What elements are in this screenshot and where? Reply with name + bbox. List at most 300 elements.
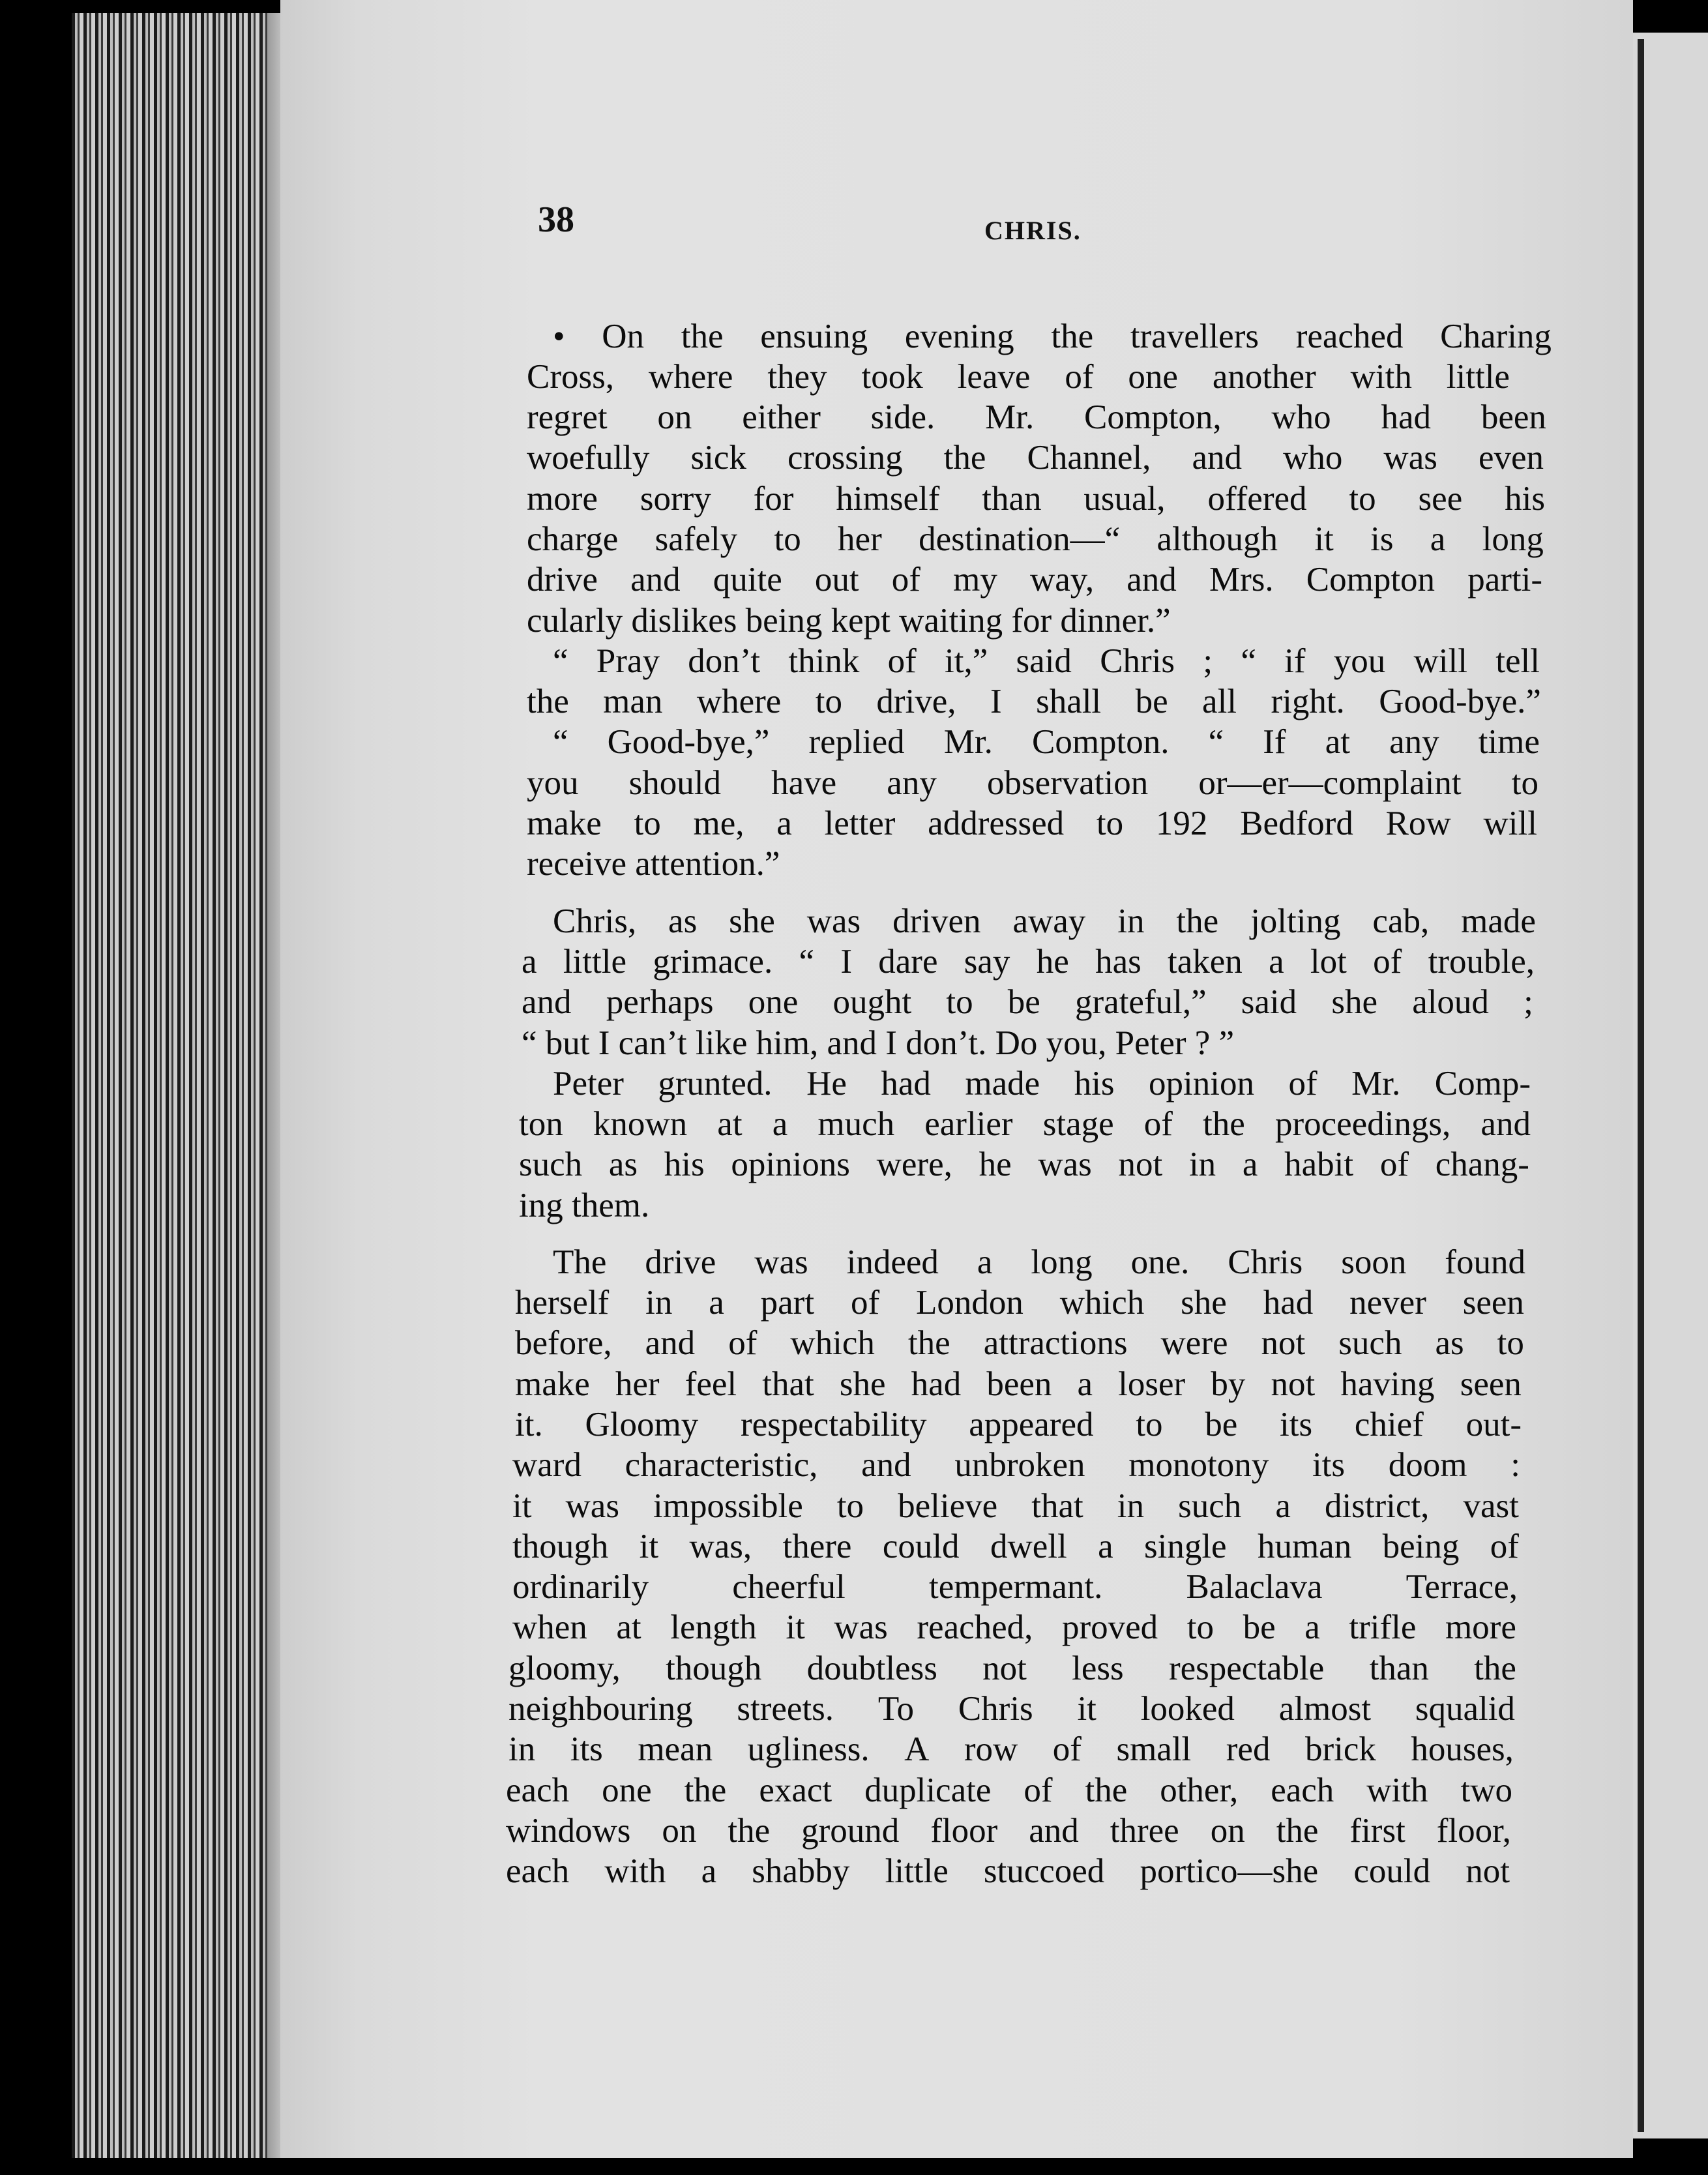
word: she bbox=[1331, 983, 1377, 1021]
word: Pray bbox=[596, 642, 660, 680]
text-line bbox=[553, 642, 1540, 681]
word: Chris bbox=[1228, 1243, 1303, 1281]
word: at bbox=[616, 1608, 641, 1646]
word: she bbox=[729, 902, 775, 940]
word: a bbox=[1304, 1608, 1320, 1646]
word: not bbox=[1118, 1146, 1163, 1183]
word: who bbox=[1271, 398, 1331, 436]
word: single bbox=[1143, 1528, 1227, 1565]
word: such bbox=[1338, 1324, 1402, 1362]
word: made bbox=[1461, 902, 1536, 940]
text-line bbox=[515, 1365, 1522, 1404]
text-line bbox=[527, 479, 1545, 518]
text-line: ing them. bbox=[519, 1187, 650, 1224]
word: another bbox=[1212, 358, 1316, 396]
word: a bbox=[701, 1852, 717, 1890]
word: Gloomy bbox=[585, 1406, 699, 1443]
text-line bbox=[527, 438, 1544, 477]
word: in bbox=[645, 1284, 673, 1322]
word: in bbox=[1117, 902, 1145, 940]
word: attractions bbox=[983, 1324, 1128, 1362]
word: trifle bbox=[1349, 1608, 1417, 1646]
word: the bbox=[1276, 1812, 1319, 1850]
text-line bbox=[527, 398, 1546, 437]
word: shabby bbox=[752, 1852, 850, 1890]
word: Cross, bbox=[527, 358, 615, 396]
running-title: CHRIS. bbox=[984, 216, 1082, 245]
word: made bbox=[965, 1065, 1040, 1102]
word: her bbox=[615, 1365, 660, 1403]
word: make bbox=[515, 1365, 590, 1403]
text-line bbox=[512, 1527, 1519, 1566]
word: Channel, bbox=[1027, 439, 1151, 477]
word: each bbox=[506, 1771, 570, 1809]
word: taken bbox=[1168, 943, 1243, 981]
word: be bbox=[1205, 1406, 1238, 1443]
text-line bbox=[512, 1567, 1518, 1606]
word: more bbox=[527, 480, 598, 518]
word: any bbox=[887, 764, 937, 802]
word: its bbox=[570, 1730, 603, 1768]
word: to bbox=[1497, 1324, 1524, 1362]
word: squalid bbox=[1415, 1690, 1515, 1728]
word: long bbox=[1031, 1243, 1093, 1281]
word: vast bbox=[1463, 1487, 1519, 1525]
word: To bbox=[877, 1690, 915, 1728]
word: even bbox=[1478, 439, 1544, 477]
word: is bbox=[1370, 520, 1394, 558]
word: one bbox=[1128, 358, 1178, 396]
word: make bbox=[527, 805, 602, 842]
page-edges bbox=[72, 13, 287, 2158]
word: one bbox=[748, 983, 799, 1021]
word: Chris bbox=[958, 1690, 1033, 1728]
word: side. bbox=[870, 398, 935, 436]
word: was bbox=[1038, 1146, 1092, 1183]
word: a bbox=[1430, 520, 1446, 558]
word: was bbox=[754, 1243, 808, 1281]
text-line bbox=[527, 520, 1544, 559]
word: On bbox=[602, 318, 645, 355]
word: been bbox=[1480, 398, 1546, 436]
word: unbroken bbox=[954, 1446, 1085, 1484]
word: don’t bbox=[688, 642, 761, 680]
word: seen bbox=[1462, 1284, 1524, 1322]
text-line bbox=[515, 1324, 1524, 1363]
word: though bbox=[512, 1528, 609, 1565]
text-line bbox=[512, 1608, 1516, 1647]
word: sick bbox=[690, 439, 746, 477]
word: “ bbox=[1241, 642, 1256, 680]
word: Terrace, bbox=[1406, 1568, 1518, 1606]
word: as bbox=[668, 902, 698, 940]
word: Mr. bbox=[943, 723, 993, 761]
word: neighbouring bbox=[508, 1690, 693, 1728]
word: three bbox=[1110, 1812, 1179, 1850]
word: other, bbox=[1160, 1771, 1239, 1809]
word: soon bbox=[1341, 1243, 1407, 1281]
word: grimace. bbox=[653, 943, 773, 981]
word: duplicate bbox=[864, 1771, 992, 1809]
word: had bbox=[911, 1365, 962, 1403]
word: than bbox=[1369, 1650, 1429, 1687]
text-line bbox=[527, 763, 1539, 803]
text-line bbox=[522, 942, 1535, 981]
word: looked bbox=[1140, 1690, 1235, 1728]
word: such bbox=[1178, 1487, 1242, 1525]
word: ugliness. bbox=[747, 1730, 870, 1768]
text-line: receive attention.” bbox=[527, 845, 780, 883]
word: it bbox=[512, 1487, 532, 1525]
word: a bbox=[1077, 1365, 1093, 1403]
word: ought bbox=[832, 983, 912, 1021]
word: ground bbox=[801, 1812, 900, 1850]
word: shall bbox=[1036, 683, 1102, 720]
word: although bbox=[1156, 520, 1278, 558]
word: monotony bbox=[1128, 1446, 1269, 1484]
word: district, bbox=[1324, 1487, 1430, 1525]
text-line bbox=[519, 1104, 1531, 1144]
facing-page-edge bbox=[1633, 33, 1708, 2138]
word: two bbox=[1460, 1771, 1512, 1809]
word: of bbox=[887, 642, 917, 680]
word: of bbox=[850, 1284, 880, 1322]
word: dare bbox=[878, 943, 938, 981]
word: to bbox=[836, 1487, 864, 1525]
word: or—er—complaint bbox=[1198, 764, 1462, 802]
word: has bbox=[1095, 943, 1141, 981]
word: lot bbox=[1310, 943, 1347, 981]
word: that bbox=[762, 1365, 814, 1403]
word: each bbox=[506, 1852, 570, 1890]
word: and bbox=[630, 561, 681, 599]
text-line bbox=[515, 1283, 1524, 1322]
text-line bbox=[506, 1771, 1512, 1810]
word: crossing bbox=[787, 439, 903, 477]
word: such bbox=[519, 1146, 583, 1183]
word: proceedings, bbox=[1274, 1105, 1451, 1143]
word: as bbox=[1435, 1324, 1464, 1362]
word: aloud bbox=[1412, 983, 1489, 1021]
word: a bbox=[522, 943, 537, 981]
word: where bbox=[696, 683, 782, 720]
text-line bbox=[512, 1445, 1520, 1485]
word: • bbox=[553, 318, 565, 355]
word: much bbox=[817, 1105, 895, 1143]
word: on bbox=[662, 1812, 697, 1850]
word: charge bbox=[527, 520, 619, 558]
word: being bbox=[1382, 1528, 1460, 1565]
word: herself bbox=[515, 1284, 610, 1322]
word: evening bbox=[904, 318, 1014, 355]
word: it. bbox=[515, 1406, 543, 1443]
word: destination—“ bbox=[919, 520, 1121, 558]
word: was bbox=[806, 902, 861, 940]
word: found bbox=[1445, 1243, 1525, 1281]
word: Compton bbox=[1306, 561, 1436, 599]
word: ton bbox=[519, 1105, 563, 1143]
word: and bbox=[1126, 561, 1177, 599]
word: you bbox=[527, 764, 579, 802]
word: driven bbox=[892, 902, 981, 940]
word: as bbox=[608, 1146, 638, 1183]
word: of bbox=[891, 561, 920, 599]
word: doom bbox=[1388, 1446, 1467, 1484]
word: the bbox=[1051, 318, 1094, 355]
word: should bbox=[628, 764, 721, 802]
word: could bbox=[1353, 1852, 1431, 1890]
word: respectability bbox=[740, 1406, 927, 1443]
word: tell bbox=[1495, 642, 1540, 680]
word: gloomy, bbox=[508, 1650, 621, 1687]
word: see bbox=[1418, 480, 1463, 518]
word: of bbox=[1023, 1771, 1053, 1809]
word: human bbox=[1257, 1528, 1352, 1565]
word: stuccoed bbox=[983, 1852, 1105, 1890]
word: say bbox=[964, 943, 1010, 981]
word: opinion bbox=[1149, 1065, 1254, 1102]
text-line bbox=[527, 357, 1510, 396]
word: grunted. bbox=[658, 1065, 773, 1102]
word: which bbox=[790, 1324, 875, 1362]
text-line bbox=[553, 722, 1540, 762]
word: to bbox=[815, 683, 842, 720]
word: and bbox=[522, 983, 572, 1021]
word: there bbox=[782, 1528, 852, 1565]
word: you bbox=[1333, 642, 1386, 680]
text-line bbox=[506, 1811, 1511, 1850]
word: windows bbox=[506, 1812, 631, 1850]
word: with bbox=[1350, 358, 1412, 396]
word: a bbox=[1269, 943, 1284, 981]
word: than bbox=[982, 480, 1042, 518]
word: grateful,” bbox=[1075, 983, 1207, 1021]
word: known bbox=[593, 1105, 688, 1143]
word: of bbox=[1373, 943, 1402, 981]
word: of bbox=[1379, 1146, 1409, 1183]
word: out bbox=[814, 561, 859, 599]
word: a bbox=[776, 805, 792, 842]
word: a bbox=[1242, 1146, 1258, 1183]
word: think bbox=[788, 642, 860, 680]
word: in bbox=[1117, 1487, 1145, 1525]
word: way, bbox=[1029, 561, 1095, 599]
word: the bbox=[1203, 1105, 1245, 1143]
word: not bbox=[1465, 1852, 1510, 1890]
word: time bbox=[1478, 723, 1540, 761]
word: feel bbox=[685, 1365, 737, 1403]
word: of bbox=[1052, 1730, 1082, 1768]
word: she bbox=[1181, 1284, 1227, 1322]
word: impossible bbox=[653, 1487, 803, 1525]
word: that bbox=[1031, 1487, 1083, 1525]
word: Compton. bbox=[1031, 723, 1170, 761]
text-line: “ but I can’t like him, and I don’t. Do you, Peter ? ” bbox=[522, 1024, 1235, 1062]
word: replied bbox=[808, 723, 905, 761]
word: of bbox=[1490, 1528, 1519, 1565]
word: Balaclava bbox=[1186, 1568, 1323, 1606]
word: on bbox=[657, 398, 692, 436]
word: doubtless bbox=[806, 1650, 937, 1687]
word: the bbox=[943, 439, 986, 477]
word: a bbox=[709, 1284, 724, 1322]
word: said bbox=[1241, 983, 1297, 1021]
word: exact bbox=[759, 1771, 832, 1809]
word: floor, bbox=[1436, 1812, 1511, 1850]
word: by bbox=[1211, 1365, 1246, 1403]
word: said bbox=[1016, 642, 1072, 680]
word: who bbox=[1283, 439, 1343, 477]
word: : bbox=[1510, 1446, 1520, 1484]
text-line bbox=[527, 560, 1542, 599]
word: seen bbox=[1460, 1365, 1522, 1403]
word: addressed bbox=[928, 805, 1065, 842]
word: Chris bbox=[1100, 642, 1175, 680]
word: one. bbox=[1130, 1243, 1190, 1281]
word: before, bbox=[515, 1324, 612, 1362]
word: “ bbox=[553, 642, 568, 680]
book-page bbox=[280, 0, 1633, 2158]
word: chang- bbox=[1435, 1146, 1529, 1183]
word: characteristic, bbox=[625, 1446, 818, 1484]
word: the bbox=[527, 683, 569, 720]
text-line bbox=[508, 1730, 1514, 1769]
word: of bbox=[1065, 358, 1094, 396]
word: cab, bbox=[1372, 902, 1430, 940]
word: letter bbox=[824, 805, 896, 842]
word: jolting bbox=[1250, 902, 1341, 940]
word: row bbox=[964, 1730, 1018, 1768]
word: and bbox=[1029, 1812, 1079, 1850]
word: parti- bbox=[1467, 561, 1542, 599]
word: they bbox=[767, 358, 827, 396]
word: at bbox=[1325, 723, 1350, 761]
word: its bbox=[1280, 1406, 1313, 1443]
word: tempermant. bbox=[928, 1568, 1103, 1606]
word: been bbox=[986, 1365, 1052, 1403]
word: Comp- bbox=[1434, 1065, 1531, 1102]
word: woefully bbox=[527, 439, 650, 477]
word: Good-bye.” bbox=[1379, 683, 1541, 720]
word: believe bbox=[898, 1487, 998, 1525]
word: it bbox=[1077, 1690, 1097, 1728]
word: length bbox=[670, 1608, 757, 1646]
word: A bbox=[904, 1730, 930, 1768]
word: was bbox=[565, 1487, 619, 1525]
text-line bbox=[519, 1145, 1529, 1184]
word: right. bbox=[1271, 683, 1345, 720]
word: stage bbox=[1042, 1105, 1114, 1143]
word: dwell bbox=[990, 1528, 1067, 1565]
word: drive bbox=[645, 1243, 716, 1281]
facing-page-gutter bbox=[1638, 39, 1644, 2132]
word: I bbox=[990, 683, 1002, 720]
word: a bbox=[772, 1105, 788, 1143]
word: almost bbox=[1278, 1690, 1372, 1728]
word: the bbox=[681, 318, 724, 355]
word: were bbox=[1160, 1324, 1228, 1362]
text-line bbox=[553, 317, 1552, 356]
word: and bbox=[1192, 439, 1242, 477]
word: loser bbox=[1118, 1365, 1186, 1403]
word: quite bbox=[713, 561, 782, 599]
word: appeared bbox=[969, 1406, 1094, 1443]
word: the bbox=[728, 1812, 771, 1850]
word: mean bbox=[638, 1730, 713, 1768]
word: man bbox=[603, 683, 663, 720]
word: be bbox=[1135, 683, 1168, 720]
word: Mrs. bbox=[1209, 561, 1274, 599]
text-line bbox=[508, 1689, 1515, 1728]
word: of bbox=[728, 1324, 758, 1362]
word: red bbox=[1226, 1730, 1271, 1768]
word: be bbox=[1243, 1608, 1276, 1646]
word: safely bbox=[655, 520, 738, 558]
text-line bbox=[527, 804, 1537, 843]
word: proved bbox=[1062, 1608, 1158, 1646]
word: ; bbox=[1203, 642, 1213, 680]
word: was, bbox=[689, 1528, 752, 1565]
word: his bbox=[1074, 1065, 1115, 1102]
word: indeed bbox=[846, 1243, 939, 1281]
word: the bbox=[1474, 1650, 1516, 1687]
text-line bbox=[553, 902, 1536, 941]
word: he bbox=[979, 1146, 1012, 1183]
word: long bbox=[1482, 520, 1544, 558]
word: Mr. bbox=[1351, 1065, 1401, 1102]
word: ordinarily bbox=[512, 1568, 649, 1606]
text-line bbox=[515, 1405, 1522, 1444]
word: to bbox=[1096, 805, 1124, 842]
word: “ bbox=[553, 723, 568, 761]
word: which bbox=[1059, 1284, 1145, 1322]
word: all bbox=[1202, 683, 1237, 720]
word: her bbox=[838, 520, 882, 558]
word: have bbox=[771, 764, 837, 802]
word: of bbox=[1288, 1065, 1318, 1102]
word: in bbox=[508, 1730, 536, 1768]
word: small bbox=[1116, 1730, 1192, 1768]
word: Compton, bbox=[1084, 398, 1222, 436]
word: with bbox=[1366, 1771, 1428, 1809]
word: where bbox=[648, 358, 733, 396]
text-line bbox=[512, 1487, 1519, 1526]
word: Chris, bbox=[553, 902, 637, 940]
word: could bbox=[882, 1528, 960, 1565]
word: ward bbox=[512, 1446, 582, 1484]
word: was bbox=[1383, 439, 1437, 477]
word: Row bbox=[1385, 805, 1451, 842]
word: drive bbox=[527, 561, 598, 599]
word: ensuing bbox=[760, 318, 868, 355]
word: “ bbox=[1208, 723, 1224, 761]
word: to bbox=[774, 520, 801, 558]
word: drive, bbox=[876, 683, 956, 720]
word: 192 bbox=[1155, 805, 1208, 842]
word: its bbox=[1312, 1446, 1346, 1484]
word: observation bbox=[986, 764, 1149, 802]
word: Peter bbox=[553, 1065, 624, 1102]
word: travellers bbox=[1130, 318, 1259, 355]
word: Charing bbox=[1440, 318, 1552, 355]
word: though bbox=[666, 1650, 762, 1687]
word: had bbox=[1381, 398, 1432, 436]
word: “ bbox=[799, 943, 815, 981]
word: leave bbox=[957, 358, 1031, 396]
word: portico—she bbox=[1140, 1852, 1319, 1890]
word: his bbox=[664, 1146, 705, 1183]
word: and bbox=[645, 1324, 696, 1362]
